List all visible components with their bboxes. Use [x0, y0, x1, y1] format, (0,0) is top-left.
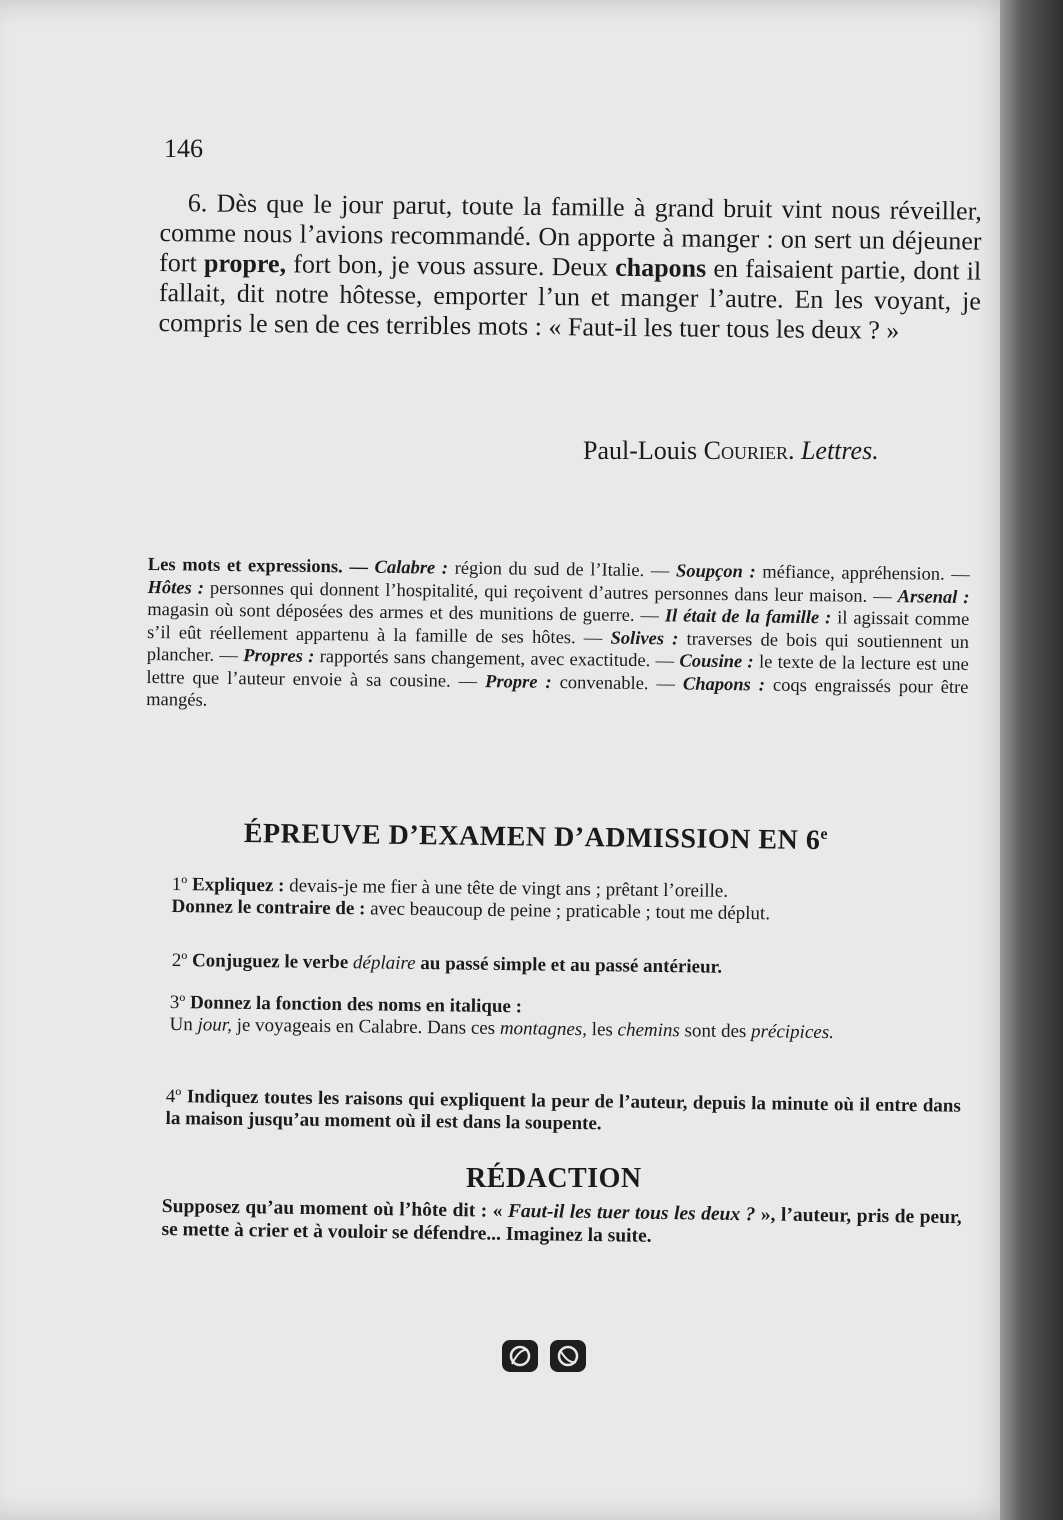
question-label: Expliquez : [191, 874, 285, 897]
rose-ornament-icon [500, 1338, 590, 1374]
question-label-2: Donnez le contraire de : [171, 895, 366, 920]
vocab-definition: coqs engraissés pour être mangés. [146, 675, 969, 711]
exam-heading [244, 818, 884, 858]
author-lastname: Courier. [703, 436, 795, 465]
exam-title: ÉPREUVE D’EXAMEN D’ADMISSION EN 6 [243, 818, 821, 857]
question-verb: déplaire [352, 952, 416, 974]
question-number: 1º [171, 874, 188, 896]
author-firstname: Paul-Louis [583, 436, 698, 465]
question-1 [171, 874, 966, 928]
question-text-b: au passé simple et au passé antérieur. [420, 953, 723, 978]
exam-title-sup: e [820, 825, 829, 843]
vocab-term: Propre : [484, 671, 552, 693]
paragraph-bold-chapons: chapons [615, 252, 707, 283]
italic-noun: jour, [197, 1014, 233, 1036]
redaction-part-a: Supposez qu’au moment où l’hôte dit : « [161, 1195, 503, 1222]
vocab-definition: il agissait comme s’il eût réellement appartenu à la famille de ses hôtes. — [146, 608, 970, 649]
vocabulary-heading: Les mots et expressions. — [147, 554, 369, 578]
vocab-term: Propres : [243, 646, 315, 668]
vocab-term: Hôtes : [147, 577, 205, 599]
question-3 [169, 992, 964, 1046]
paragraph-text-3: en faisaient partie, dont il fallait, dit notre hôtesse, emporter l’un et manger l’autre. En les voyant, je compris le sen de ces terribles mots : « Faut-il les tuer tous les deux ? » [158, 253, 982, 345]
redaction-heading: RÉDACTION [466, 1163, 642, 1194]
vocab-term: Il était de la famille : [664, 606, 832, 629]
vocab-definition: personnes qui donnent l’hospitalité, qui reçoivent d’autres personnes dans leur maison. — [209, 578, 892, 607]
question-2 [172, 950, 967, 982]
vocab-definition: rapportés sans changement, avec exactitude. — [319, 647, 675, 672]
sentence-part: les [591, 1019, 613, 1041]
question-4 [165, 1086, 960, 1140]
vocab-term: Arsenal : [897, 586, 970, 608]
reading-paragraph [158, 188, 982, 347]
question-label: Donnez la fonction des noms en italique : [189, 992, 523, 1018]
question-text: devais-je me fier à une tête de vingt ans ; prêtant l’oreille. [289, 875, 729, 902]
vocab-term: Chapons : [682, 674, 766, 696]
vocab-definition: magasin où sont déposées des armes et des munitions de guerre. — [147, 599, 660, 627]
italic-noun: précipices. [750, 1021, 835, 1044]
vocab-term: Cousine : [679, 651, 754, 673]
question-number: 3º [169, 992, 186, 1014]
sentence-part: Un [169, 1013, 193, 1036]
vocabulary-section [146, 554, 970, 722]
vocab-term: Soupçon : [675, 561, 756, 583]
vocab-term: Calabre : [374, 557, 449, 579]
italic-noun: montagnes, [499, 1018, 588, 1041]
sentence-part: je voyageais en Calabre. Dans ces [236, 1014, 496, 1039]
attribution [583, 436, 879, 466]
work-title: Lettres. [800, 436, 879, 465]
vocab-definition: convenable. — [559, 672, 676, 694]
book-spine-shadow [1000, 0, 1063, 1520]
vocab-definition: région du sud de l’Italie. — [454, 558, 670, 582]
paragraph-text-2: fort bon, je vous assure. Deux [293, 249, 609, 282]
redaction-text [161, 1195, 962, 1252]
question-text-2: avec beaucoup de peine ; praticable ; tout me déplut. [370, 898, 771, 925]
question-number: 4º [165, 1086, 182, 1108]
paragraph-bold-propre: propre, [203, 248, 287, 279]
paragraph-number: 6. [187, 188, 208, 218]
italic-noun: chemins [617, 1019, 680, 1042]
page-number: 146 [164, 134, 203, 163]
vocab-definition: méfiance, appréhension. — [762, 562, 970, 586]
redaction-part-b: », l’auteur, pris de peur, se mette à crier et à vouloir se défendre... Imaginez la suite. [161, 1204, 962, 1247]
vocab-definition: traverses de bois qui soutiennent un plancher. — [146, 629, 970, 667]
redaction-quote: Faut-il les tuer tous les deux ? [507, 1200, 756, 1226]
question-text-a: Conjuguez le verbe [191, 950, 349, 974]
sentence-part: sont des [684, 1020, 747, 1043]
question-text: Indiquez toutes les raisons qui expliquent la peur de l’auteur, depuis la minute où il entre dans la maison jusqu’au moment où il est dans la soupente. [165, 1086, 961, 1135]
question-number: 2º [171, 950, 188, 972]
vocab-definition: le texte de la lecture est une lettre que l’auteur envoie à sa cousine. — [146, 652, 969, 692]
vocab-term: Solives : [610, 628, 679, 649]
paragraph-text-1: Dès que le jour parut, toute la famille à grand bruit vint nous réveiller, comme nous l’avions recommandé. On apporte à manger : on sert un déjeuner fort [159, 188, 982, 278]
